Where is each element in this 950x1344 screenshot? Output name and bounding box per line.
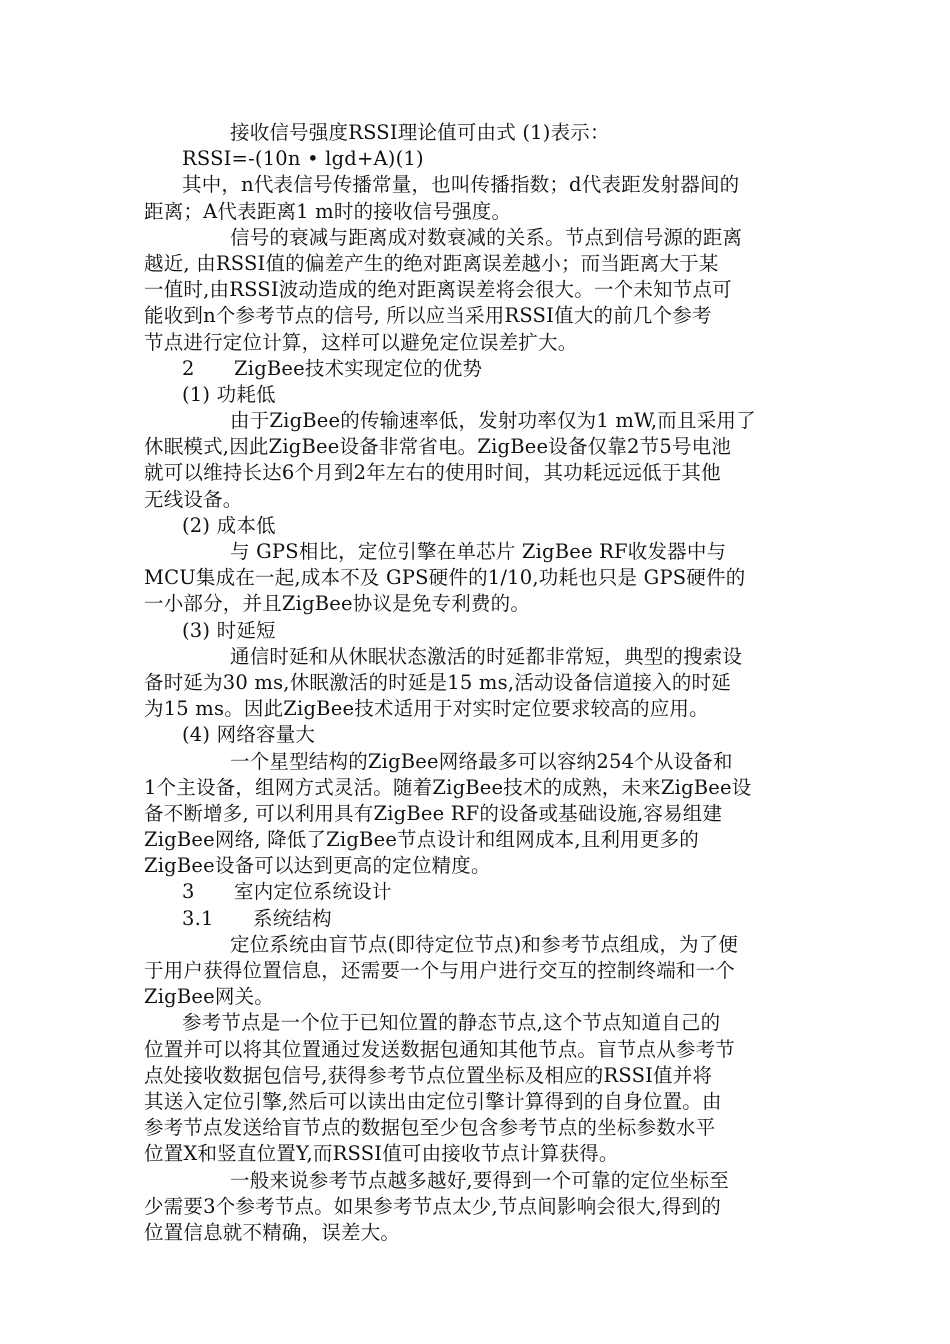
text-line: ZigBee网络, 降低了ZigBee节点设计和组网成本,且利用更多的 xyxy=(144,828,699,852)
text-line: 点处接收数据包信号,获得参考节点位置坐标及相应的RSSI值并将 xyxy=(144,1063,713,1087)
text-line: MCU集成在一起,成本不及 GPS硬件的1/10,功耗也只是 GPS硬件的 xyxy=(144,566,746,590)
text-line: 定位系统由盲节点(即待定位节点)和参考节点组成，为了便 xyxy=(230,932,739,956)
text-line: 通信时延和从休眠状态激活的时延都非常短，典型的搜索设 xyxy=(230,644,743,668)
text-line: 无线设备。 xyxy=(144,487,243,511)
text-line: 参考节点发送给盲节点的数据包至少包含参考节点的坐标参数水平 xyxy=(144,1116,716,1140)
text-line: 一小部分，并且ZigBee协议是免专利费的。 xyxy=(144,592,531,616)
text-line: RSSI=-(10n • lgd+A)(1) xyxy=(182,147,424,171)
text-line: 能收到n个参考节点的信号, 所以应当采用RSSI值大的前几个参考 xyxy=(144,304,712,328)
text-line: 其中，n代表信号传播常量，也叫传播指数；d代表距发射器间的 xyxy=(182,173,740,197)
text-line: 于用户获得位置信息，还需要一个与用户进行交互的控制终端和一个 xyxy=(144,959,736,982)
text-line: 距离；A代表距离1 m时的接收信号强度。 xyxy=(144,199,512,223)
text-line: 参考节点是一个位于已知位置的静态节点,这个节点知道自己的 xyxy=(182,1011,721,1035)
text-line: 3 室内定位系统设计 xyxy=(182,880,392,904)
text-line: 备不断增多, 可以利用具有ZigBee RF的设备或基础设施,容易组建 xyxy=(144,801,723,825)
text-line: 一个星型结构的ZigBee网络最多可以容纳254个从设备和 xyxy=(230,749,733,773)
text-line: ZigBee网关。 xyxy=(144,985,274,1009)
text-line: 节点进行定位计算，这样可以避免定位误差扩大。 xyxy=(144,330,578,354)
text-line: 其送入定位引擎,然后可以读出由定位引擎计算得到的自身位置。由 xyxy=(144,1089,722,1113)
text-line: 为15 ms。因此ZigBee技术适用于对实时定位要求较高的应用。 xyxy=(144,697,709,721)
text-line: 就可以维持长达6个月到2年左右的使用时间，其功耗远远低于其他 xyxy=(144,461,721,485)
text-line: 位置并可以将其位置通过发送数据包通知其他节点。盲节点从参考节 xyxy=(144,1037,736,1061)
text-line: 备时延为30 ms,休眠激活的时延是15 ms,活动设备信道接入的时延 xyxy=(144,670,731,694)
text-line: 位置信息就不精确，误差大。 xyxy=(144,1220,401,1244)
text-line: 位置X和竖直位置Y,而RSSI值可由接收节点计算获得。 xyxy=(144,1142,619,1166)
text-line: 由于ZigBee的传输速率低，发射功率仅为1 mW,而且采用了 xyxy=(230,409,756,433)
text-line: (3) 时延短 xyxy=(182,618,276,642)
text-line: (4) 网络容量大 xyxy=(182,723,316,747)
text-line: 少需要3个参考节点。如果参考节点太少,节点间影响会很大,得到的 xyxy=(144,1194,722,1218)
text-line: 与 GPS相比，定位引擎在单芯片 ZigBee RF收发器中与 xyxy=(230,540,727,563)
text-line: 2 ZigBee技术实现定位的优势 xyxy=(182,356,483,380)
text-line: ZigBee设备可以达到更高的定位精度。 xyxy=(144,854,491,878)
text-line: 接收信号强度RSSI理论值可由式 (1)表示： xyxy=(230,121,610,144)
document-body xyxy=(144,120,808,1246)
text-line: 一值时,由RSSI波动造成的绝对距离误差将会很大。一个未知节点可 xyxy=(144,278,732,302)
text-line: 信号的衰减与距离成对数衰减的关系。节点到信号源的距离 xyxy=(230,225,743,249)
text-line: 越近, 由RSSI值的偏差产生的绝对距离误差越小；而当距离大于某 xyxy=(144,251,719,275)
text-line: (1) 功耗低 xyxy=(182,382,276,406)
text-line: 3.1 系统结构 xyxy=(182,906,332,930)
text-line: 一般来说参考节点越多越好,要得到一个可靠的定位坐标至 xyxy=(230,1168,729,1192)
text-line: 休眠模式,因此ZigBee设备非常省电。ZigBee设备仅靠2节5号电池 xyxy=(144,435,732,459)
text-line: (2) 成本低 xyxy=(182,513,276,537)
text-line: 1个主设备，组网方式灵活。随着ZigBee技术的成熟，未来ZigBee设 xyxy=(144,775,752,799)
